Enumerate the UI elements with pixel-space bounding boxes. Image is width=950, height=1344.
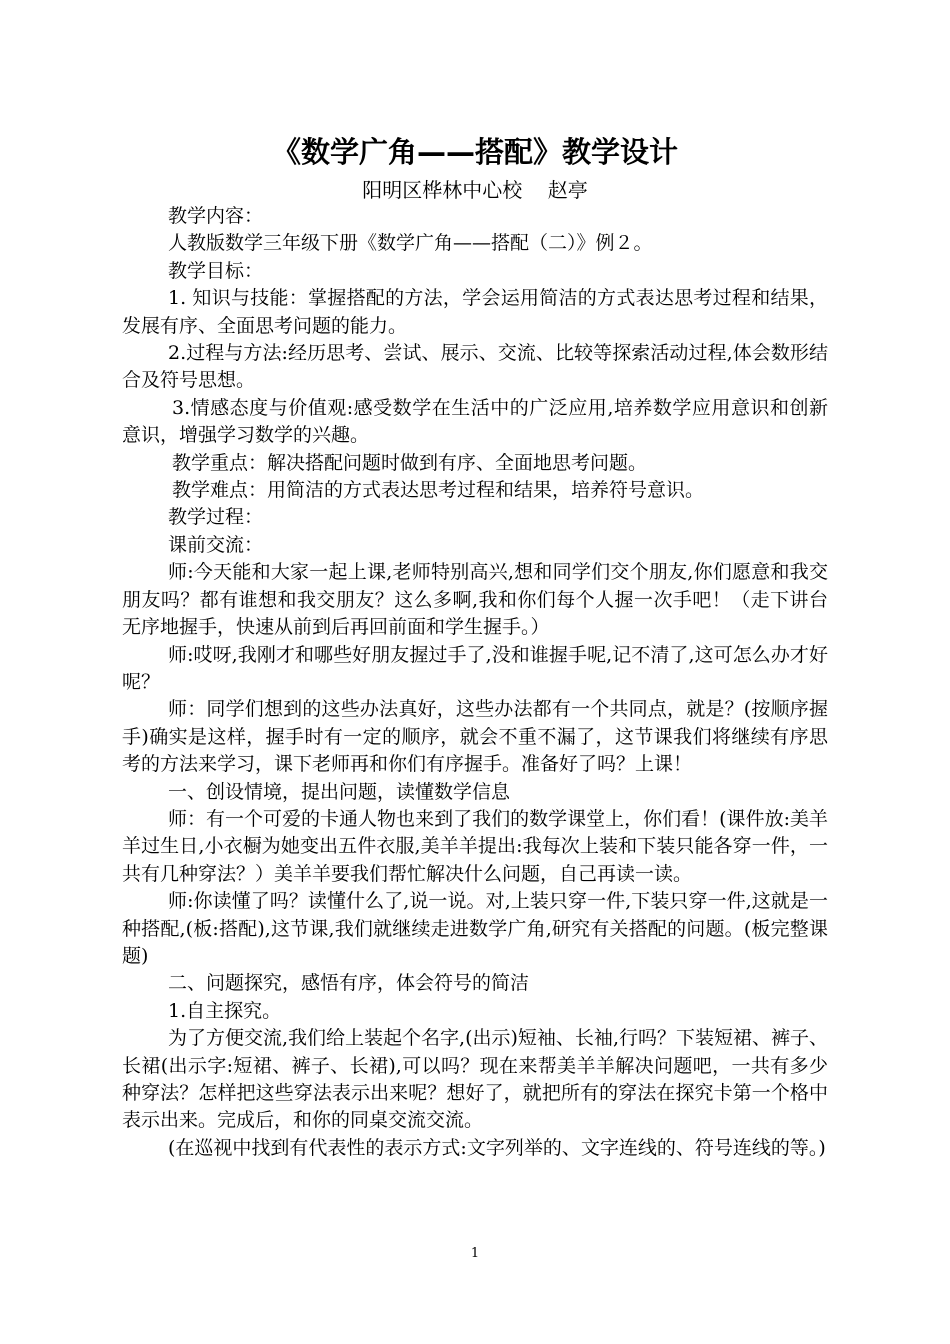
paragraph-understand: 师:你读懂了吗？读懂什么了,说一说。对,上装只穿一件,下装只穿一件,这就是一种搭配,(板:搭配),这节课,我们就继续走进数学广角,研究有关搭配的问题。(板完整课题) bbox=[122, 890, 828, 967]
paragraph-patrol: (在巡视中找到有代表性的表示方式:文字列举的、文字连线的、符号连线的等。) bbox=[168, 1136, 826, 1159]
paragraph-explore: 为了方便交流,我们给上装起个名字,(出示)短袖、长袖,行吗？下装短裙、裤子、长裙(出示字:短裙、裤子、长裙),可以吗？现在来帮美羊羊解决问题吧，一共有多少种穿法？怎样把这些穿法表示出来呢？想好了，就把所有的穿法在探究卡第一个格中表示出来。完成后，和你的同桌交流交流。 bbox=[122, 1027, 828, 1132]
heading-pre-class: 课前交流： bbox=[168, 533, 264, 556]
heading-section-1: 一、创设情境，提出问题，读懂数学信息 bbox=[168, 780, 511, 803]
paragraph-teaching-content: 人教版数学三年级下册《数学广角——搭配（二）》例２。 bbox=[168, 232, 653, 255]
document-author: 阳明区桦林中心校 赵亭 bbox=[362, 178, 588, 202]
heading-section-2: 二、问题探究，感悟有序，体会符号的简洁 bbox=[168, 972, 530, 995]
page-number: 1 bbox=[470, 1246, 480, 1261]
teaching-difficulty: 教学难点：用简洁的方式表达思考过程和结果，培养符号意识。 bbox=[172, 479, 705, 502]
goal-process-method: 2.过程与方法:经历思考、尝试、展示、交流、比较等探索活动过程,体会数形结合及符号思想。 bbox=[122, 342, 828, 392]
document-body bbox=[122, 203, 828, 1162]
heading-teaching-content: 教学内容： bbox=[168, 205, 264, 227]
goal-emotion-values: 3.情感态度与价值观:感受数学在生活中的广泛应用,培养数学应用意识和创新意识，增强学习数学的兴趣。 bbox=[122, 396, 828, 447]
paragraph-forgot: 师:哎呀,我刚才和哪些好朋友握过手了,没和谁握手呢,记不清了,这可怎么办才好呢？ bbox=[122, 643, 828, 693]
paragraph-order: 师：同学们想到的这些办法真好，这些办法都有一个共同点，就是？(按顺序握手)确实是这样，握手时有一定的顺序，就会不重不漏了，这节课我们将继续有序思考的方法来学习，课下老师再和你们有序握手。准备好了吗？上课！ bbox=[122, 698, 828, 776]
goal-knowledge-skills: 1. 知识与技能：掌握搭配的方法，学会运用简洁的方式表达思考过程和结果，发展有序、全面思考问题的能力。 bbox=[122, 287, 828, 337]
heading-teaching-process: 教学过程： bbox=[168, 506, 264, 529]
paragraph-cartoon: 师：有一个可爱的卡通人物也来到了我们的数学课堂上，你们看！(课件放:美羊羊过生日,小衣橱为她变出五件衣服,美羊羊提出:我每次上装和下装只能各穿一件，一共有几种穿法？）美羊羊要我们帮忙解决什么问题，自己再读一读。 bbox=[122, 807, 828, 885]
document-title: 《数学广角——搭配》教学设计 bbox=[271, 135, 678, 169]
heading-self-explore: 1.自主探究。 bbox=[168, 999, 282, 1022]
heading-teaching-goals: 教学目标： bbox=[168, 259, 264, 282]
paragraph-handshake: 师:今天能和大家一起上课,老师特别高兴,想和同学们交个朋友,你们愿意和我交朋友吗？都有谁想和我交朋友？这么多啊,我和你们每个人握一次手吧！（走下讲台无序地握手，快速从前到后再回前面和学生握手。） bbox=[122, 561, 828, 639]
teaching-key-point: 教学重点：解决搭配问题时做到有序、全面地思考问题。 bbox=[172, 451, 648, 474]
